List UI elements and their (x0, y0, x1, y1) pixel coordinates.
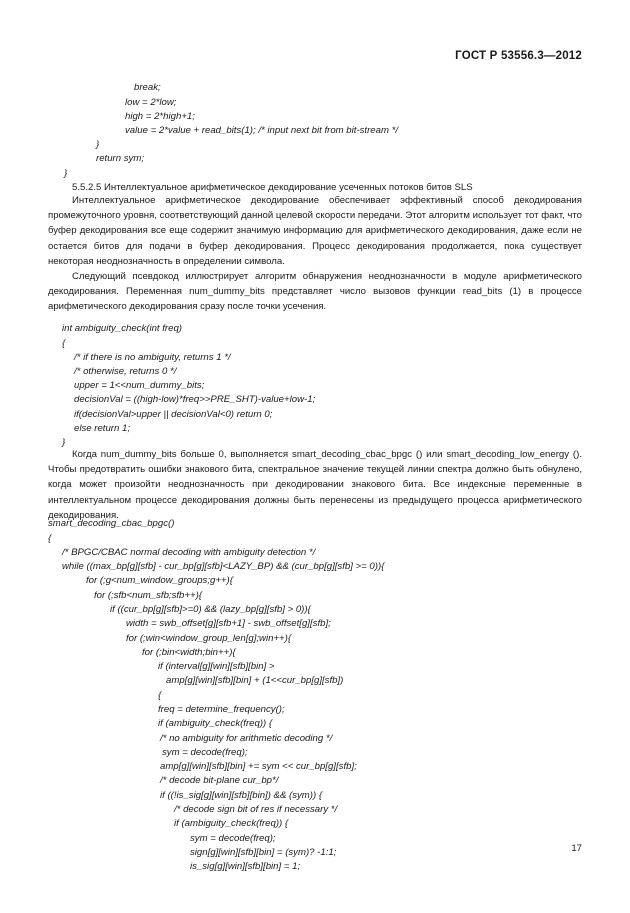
code-line: amp[g][win][sfb][bin] + (1<<cur_bp[g][sfb]) (166, 675, 344, 686)
code-line: if (interval[g][win][sfb][bin] > (158, 661, 275, 672)
code-line: } (96, 139, 100, 150)
paragraph-1: Интеллектуальное арифметическое декодирование обеспечивает эффективный способ декодирования промежуточного уровня, соответствующий данной целевой скорости передачи. Этот алгоритм использует тот факт, что буфер декодирования все еще содержит значимую информацию для арифметического декодирования, даже если не остается битов для подачи в буфер декодирования. Процесс декодирования продолжается, пока существует некоторая неоднозначность в определении символа. (48, 195, 583, 267)
code-line: sym = decode(freq); (190, 833, 276, 844)
code-line: break; (134, 82, 161, 93)
code-line: } (64, 168, 68, 179)
code-line: decisionVal = ((high-low)*freq>>PRE_SHT)-value+low-1; (74, 394, 316, 405)
code-line: high = 2*high+1; (125, 111, 195, 122)
code-line: for (;win<window_group_len[g];win++){ (126, 633, 292, 644)
code-line: /* decode sign bit of res if necessary */ (174, 804, 338, 815)
paragraph-3: Когда num_dummy_bits больше 0, выполняется smart_decoding_cbac_bpgc () или smart_decoding_low_energy (). Чтобы предотвратить ошибки знакового бита, спектральное значение текущей линии спектра должно быть обнулено, когда может произойти неоднозначность при декодировании знакового бита. Все индексные переменные в интеллектуальном процессе декодирования должны быть перенесены из предыдущего процесса арифметического декодирования. (48, 449, 582, 521)
code-line: is_sig[g][win][sfb][bin] = 1; (190, 861, 301, 872)
code-line: /* decode bit-plane cur_bp*/ (160, 775, 279, 786)
code-line: width = swb_offset[g][sfb+1] - swb_offset[g][sfb]; (126, 618, 331, 629)
code-line: return sym; (96, 153, 144, 164)
code-line: freq = determine_frequency(); (158, 704, 285, 715)
code-line: if (ambiguity_check(freq)) { (158, 718, 273, 729)
code-line: if ((!is_sig[g][win][sfb][bin]) && (sym)) { (160, 790, 323, 801)
paragraph-2: Следующий псевдокод иллюстрирует алгоритм обнаружения неоднозначности в модуле арифметического декодирования. Переменная num_dummy_bits представляет число вызовов функции read_bits (1) в процессе арифметического декодирования сразу после точки усечения. (48, 271, 582, 313)
code-line: low = 2*low; (125, 97, 177, 108)
section-heading: 5.5.2.5 Интеллектуальное арифметическое декодирование усеченных потоков битов SLS (72, 182, 473, 193)
code-line: sign[g][win][sfb][bin] = (sym)? -1:1; (190, 847, 337, 858)
code-line: else return 1; (74, 423, 130, 434)
code-line: for (;bin<width;bin++){ (142, 647, 236, 658)
code-line: int ambiguity_check(int freq) (62, 323, 182, 334)
code-line: /* otherwise, returns 0 */ (74, 366, 177, 377)
code-line: /* BPGC/CBAC normal decoding with ambiguity detection */ (62, 547, 316, 558)
code-line: for (;g<num_window_groups;g++){ (86, 575, 233, 586)
code-line: while ((max_bp[g][sfb] - cur_bp[g][sfb]<LAZY_BP) && (cur_bp[g][sfb] >= 0)){ (62, 561, 385, 572)
code-line: { (62, 338, 66, 349)
code-line: /* if there is no ambiguity, returns 1 */ (74, 352, 231, 363)
page-number: 17 (571, 843, 582, 854)
code-line: amp[g][win][sfb][bin] += sym << cur_bp[g][sfb]; (160, 761, 357, 772)
code-line: upper = 1<<num_dummy_bits; (74, 380, 205, 391)
code-line: smart_decoding_cbac_bpgc() (48, 518, 175, 529)
code-line: value = 2*value + read_bits(1); /* input next bit from bit-stream */ (125, 125, 399, 136)
code-line: if ((cur_bp[g][sfb]>=0) && (lazy_bp[g][sfb] > 0)){ (110, 604, 311, 615)
code-line: for (;sfb<num_sfb;sfb++){ (94, 590, 202, 601)
document-header: ГОСТ Р 53556.3—2012 (455, 50, 582, 62)
code-line: /* no ambiguity for arithmetic decoding */ (160, 733, 333, 744)
code-line: if(decisionVal>upper || decisionVal<0) return 0; (74, 409, 273, 420)
code-line: sym = decode(freq); (162, 747, 248, 758)
code-line: { (48, 533, 52, 544)
code-line: { (158, 690, 162, 701)
code-line: } (62, 437, 66, 448)
code-line: if (ambiguity_check(freq)) { (174, 818, 289, 829)
